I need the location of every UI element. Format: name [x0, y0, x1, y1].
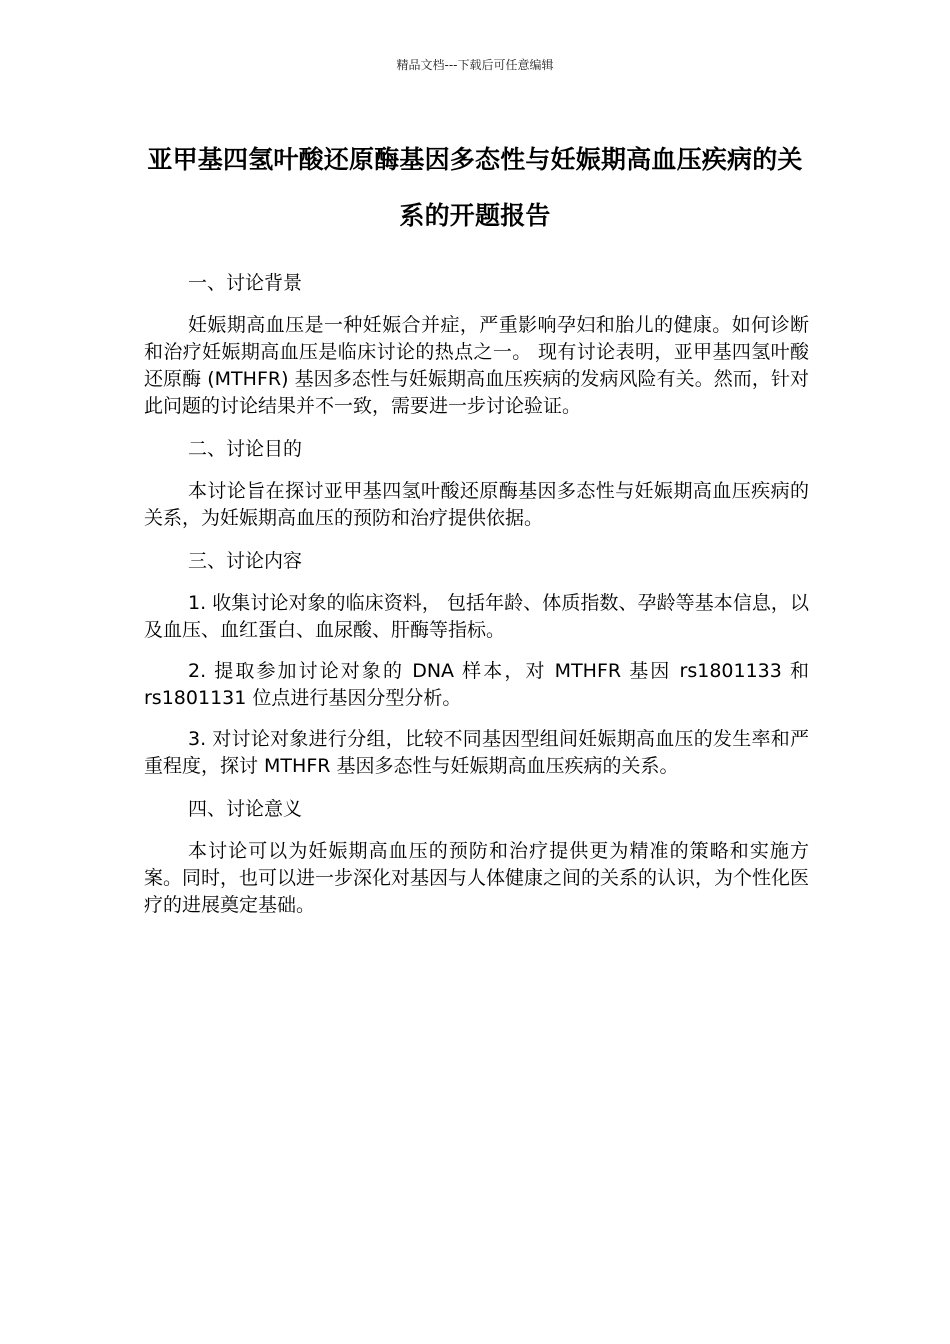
section-heading: 四、讨论意义: [188, 798, 303, 820]
section-heading: 三、讨论内容: [188, 550, 303, 572]
paragraph: 本讨论可以为妊娠期高血压的预防和治疗提供更为精准的策略和实施方案。同时，也可以进一步深化对基因与人体健康之间的关系的认识，为个性化医疗的进展奠定基础。: [144, 840, 810, 916]
document-body: [144, 268, 809, 933]
section-heading: 二、讨论目的: [188, 438, 303, 460]
list-item: 3. 对讨论对象进行分组，比较不同基因型组间妊娠期高血压的发生率和严重程度，探讨 MTHFR 基因多态性与妊娠期高血压疾病的关系。: [144, 728, 809, 777]
header-note: 精品文档---下载后可任意编辑: [396, 58, 554, 72]
section-purpose: [144, 434, 809, 532]
section-content: [144, 546, 809, 780]
list-item: 2. 提取参加讨论对象的 DNA 样本，对 MTHFR 基因 rs1801133 和 rs1801131 位点进行基因分型分析。: [144, 660, 809, 709]
section-significance: [144, 794, 809, 919]
paragraph: 本讨论旨在探讨亚甲基四氢叶酸还原酶基因多态性与妊娠期高血压疾病的关系，为妊娠期高血压的预防和治疗提供依据。: [144, 480, 809, 529]
list-item: 1. 收集讨论对象的临床资料， 包括年龄、体质指数、孕龄等基本信息，以及血压、血红蛋白、血尿酸、肝酶等指标。: [144, 592, 809, 641]
document-title: 亚甲基四氢叶酸还原酶基因多态性与妊娠期高血压疾病的关系的开题报告: [147, 145, 803, 230]
paragraph: 妊娠期高血压是一种妊娠合并症，严重影响孕妇和胎儿的健康。如何诊断和治疗妊娠期高血压是临床讨论的热点之一。 现有讨论表明，亚甲基四氢叶酸还原酶 (MTHFR) 基因多态性与妊娠期高血压疾病的发病风险有关。然而，针对此问题的讨论结果并不一致，需要进一步讨论验证。: [144, 314, 809, 417]
section-background: [144, 268, 809, 420]
section-heading: 一、讨论背景: [188, 272, 303, 294]
